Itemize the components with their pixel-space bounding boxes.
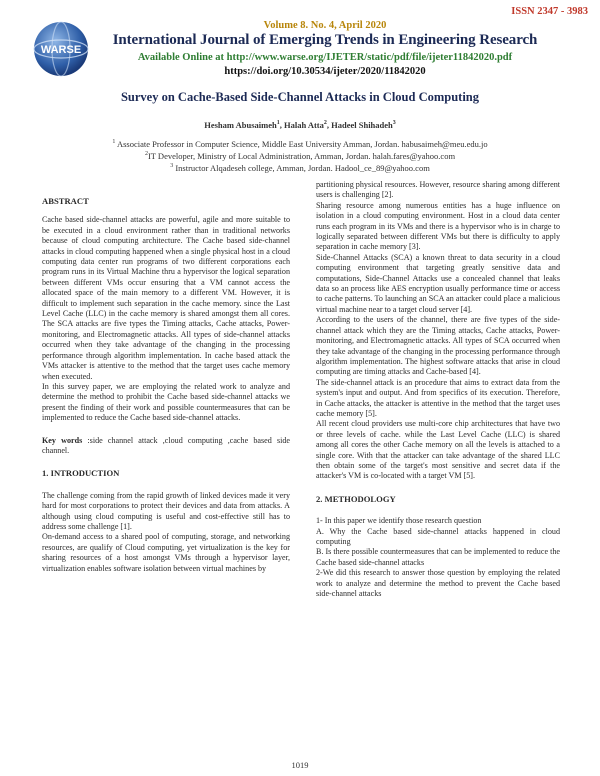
keywords-text: :side channel attack ,cloud computing ,cache based side channel. xyxy=(42,435,290,455)
doi-link[interactable]: https://doi.org/10.30534/ijeter/2020/11842020 xyxy=(224,66,426,77)
body-paragraph: All recent cloud providers use multi-core chip architectures that have two or three levels of cache. while the Last Level Cache (LLC) is shared among all cores the other Cache memory on all the levels is attached to a single core. With that the attacker can take advantage of the shared LLC then obtain some of the target's most sensitive and secret data if the attacker's VM is co-located with a target VM [5]. xyxy=(316,419,560,481)
affiliation xyxy=(0,151,600,161)
warse-logo xyxy=(32,20,90,78)
intro-paragraph: The challenge coming from the rapid growth of linked devices made it very hard for most corporations to protect their devices and data from attacks. A although using cloud computing is useful and cost-effective still has to address some challenge [1]. xyxy=(42,490,290,531)
keywords-label: Key words xyxy=(42,435,83,445)
author-sep: , xyxy=(326,120,332,130)
body-paragraph: Sharing resource among numerous entities has a huge influence on isolation in a cloud computing environment. Host in a cloud data center runs each program in its VMs and there is a hypervisor who is in charge to logically separated between different VMs but there is difficulty to apply separation in cache memory [3]. xyxy=(316,200,560,252)
page-number: 1019 xyxy=(291,760,309,770)
author-name: Halah Atta xyxy=(283,120,324,130)
journal-title: International Journal of Emerging Trends in Engineering Research xyxy=(112,32,538,48)
right-column xyxy=(316,180,560,599)
author-sep: , xyxy=(279,120,284,130)
affiliation-text: Instructor Alqadeseh college, Amman, Jordan. Hadool_ce_89@yahoo.com xyxy=(175,163,430,173)
volume-line: Volume 8. No. 4, April 2020 xyxy=(263,20,387,31)
abstract-paragraph: In this survey paper, we are employing the related work to analyze and determine the method to prohibit the Cache based side-channel attacks we present the finding of their work and possible countermeasures that can be implemented to reduce the Cache based side-channel attacks. xyxy=(42,381,290,423)
paper-title: Survey on Cache-Based Side-Channel Attacks in Cloud Computing xyxy=(120,90,480,104)
method-item: A. Why the Cache based side-channel attacks happened in cloud computing xyxy=(316,526,560,546)
affiliation-text: IT Developer, Ministry of Local Administration, Amman, Jordan. halah.fares@yahoo.com xyxy=(147,151,456,161)
method-item: 1- In this paper we identify those research question xyxy=(316,516,482,526)
author-list xyxy=(0,120,600,130)
affiliation xyxy=(0,139,600,149)
issn-label: ISSN 2347 - 3983 xyxy=(511,6,588,17)
methodology-heading: 2. METHODOLOGY xyxy=(316,493,396,504)
introduction-heading: 1. INTRODUCTION xyxy=(42,468,120,479)
body-paragraph: According to the users of the channel, there are five types of the side-channel attack which they are the Timing attacks, Cache attacks, Power-monitoring, and Electromagnetic attacks. All types of SCA occurred when they take advantage of the changing in the processing performance through algorithm implementation. The highest software attacks that arise in cloud computing are timing attacks and Cache-based [4]. xyxy=(316,315,560,377)
keywords xyxy=(42,436,290,457)
affiliation-sup: 1 xyxy=(112,139,116,146)
author-name: Hadeel Shihadeh xyxy=(331,120,393,130)
abstract-paragraph: Cache based side-channel attacks are powerful, agile and more suitable to be executed in a cloud environment rather than in traditional networks because of cloud computing architecture. The Cache based side-channel attacks in cloud computing happened when a single physical host in a cloud computing data center run programs of two different corporations each program runs in its Virtual Machine thru a hypervisor the logical separation between different VMs occur ensuring that a VM cannot access the allocated space of the main memory to a different VM. However, it is difficult to implement such separation in the cache memory. since the Last Level Cache (LLC) in the cache memory is shared amongst them all cores. The SCA attacks are five types the Timing attacks, Cache attacks, Power-monitoring, and Electromagnetic attacks. All types of side-channel attacks occurred when they take advantage of the changing in the processing performance through algorithm implementation. In cache based attack the VMs attacker is attentive to the method that the target uses cache memory when executed. xyxy=(42,215,290,381)
logo-text: WARSE xyxy=(40,44,82,56)
left-column xyxy=(42,196,290,574)
author-sup: 3 xyxy=(392,120,396,127)
affiliation-sup: 3 xyxy=(170,163,174,170)
body-paragraph: Side-Channel Attacks (SCA) a known threat to data security in a cloud computing environment that targeting greatly sensitive data and computations, Side-Channel Attacks use a concealed channel that leaks data so an process like AES encryption usually performance time or access to cache patterns. To launching an SCA an attacker could place a malicious virtual machine near to a target cloud server [4]. xyxy=(316,252,560,314)
author-sup: 1 xyxy=(276,120,280,127)
intro-paragraph: On-demand access to a shared pool of computing, storage, and networking resources, are qualify of Cloud computing, yet virtualization is the key for sharing resources of a host amongst VMs through a hypervisor layer, virtualization enables software isolation between virtual machines by xyxy=(42,532,290,573)
author-sup: 2 xyxy=(323,120,327,127)
affiliation-sup: 2 xyxy=(144,151,148,158)
author-name: Hesham Abusaimeh xyxy=(204,120,277,130)
abstract-heading: ABSTRACT xyxy=(42,196,89,206)
affiliation xyxy=(0,163,600,173)
available-online-link[interactable]: Available Online at http://www.warse.org/IJETER/static/pdf/file/ijeter11842020.pdf xyxy=(137,52,513,63)
affiliation-text: Associate Professor in Computer Science, Middle East University Amman, Jordan. habusaimeh@meu.edu.jo xyxy=(116,139,488,149)
body-paragraph: The side-channel attack is an procedure that aims to extract data from the system's input and output. And from specifics of its execution. Therefore, in Cache attacks, the attacker is attentive in the method that the target uses cache memory [5]. xyxy=(316,377,560,418)
body-paragraph: partitioning physical resources. However, resource sharing among different users is challenging [2]. xyxy=(316,180,560,200)
method-item: 2-We did this research to answer those question by employing the related work to analyze and determine the method to prevent the Cache based side-channel attacks xyxy=(316,568,560,599)
method-item: B. Is there possible countermeasures that can be implemented to reduce the Cache based side-channel attacks xyxy=(316,547,560,567)
